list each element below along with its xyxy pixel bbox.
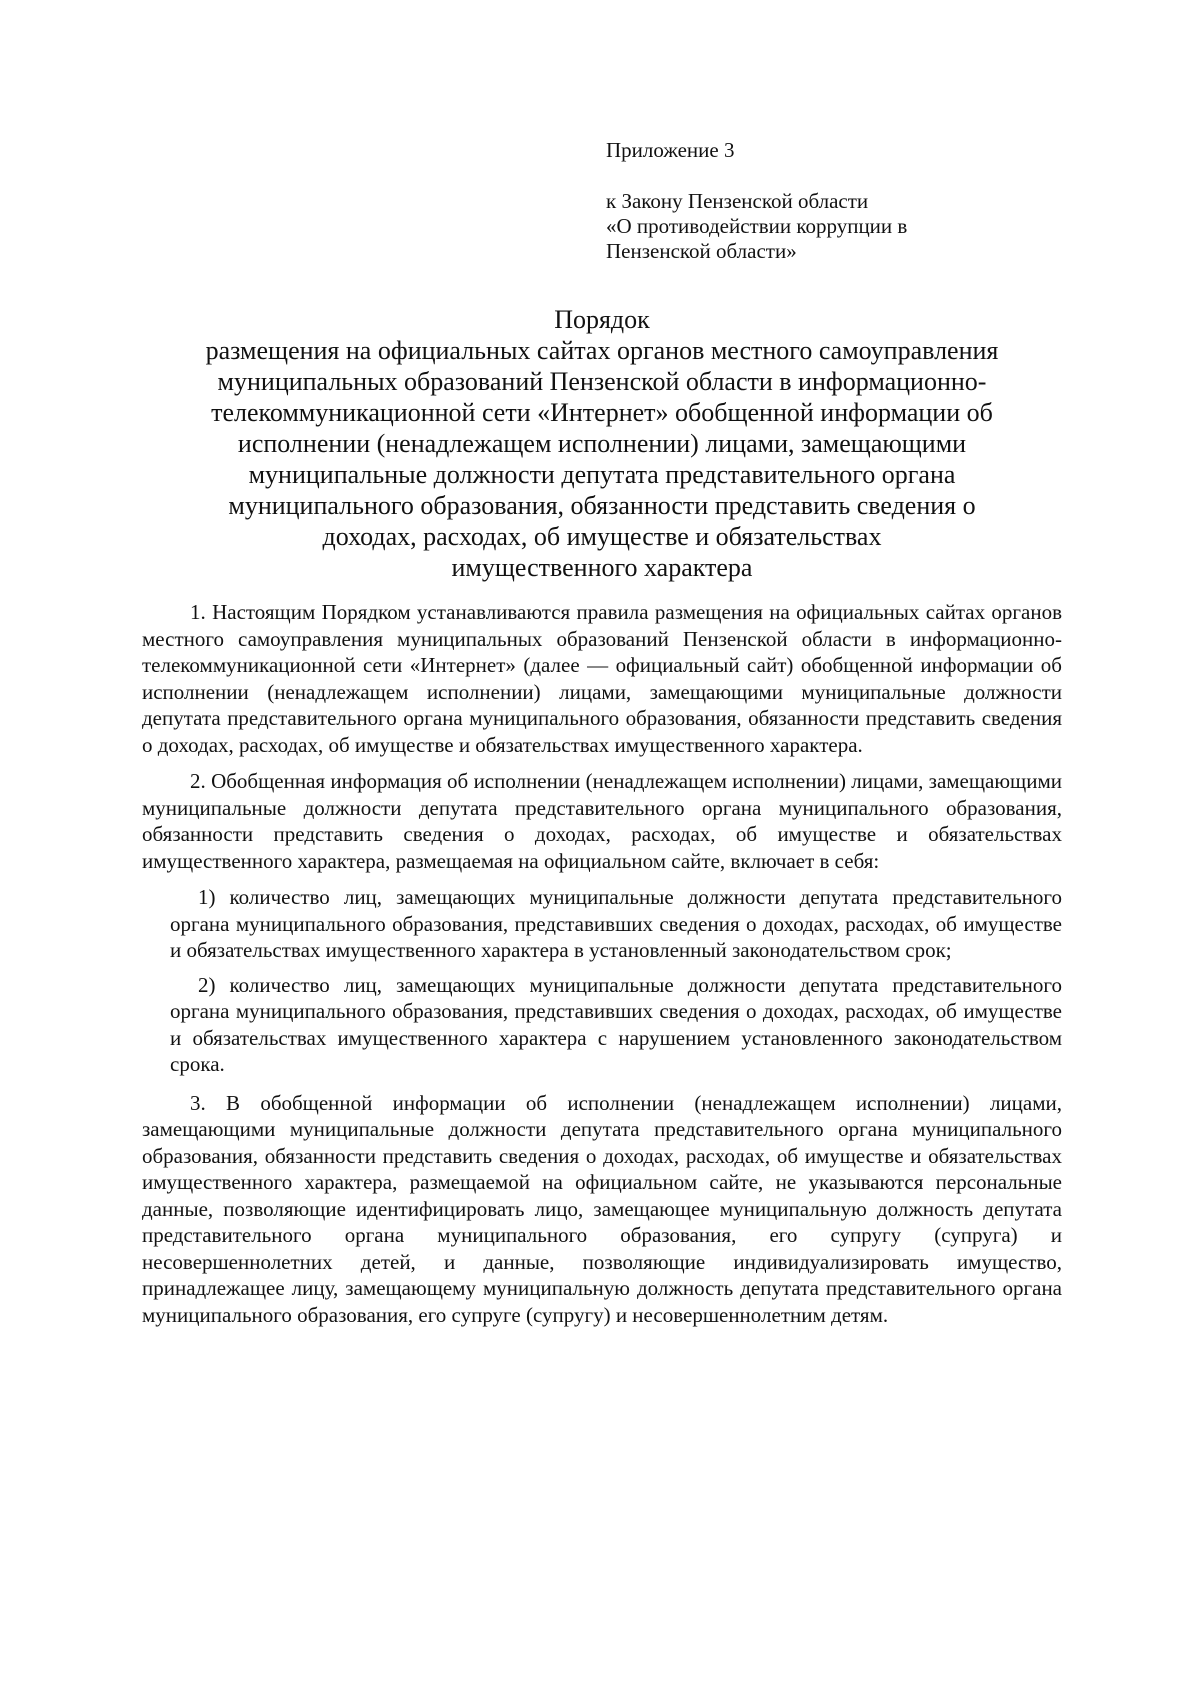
title-line-2: муниципальных образований Пензенской области в информационно- [217,367,987,396]
title-heading: Порядок [554,305,650,334]
paragraph-2-item-2: 2) количество лиц, замещающих муниципальные должности депутата представительного органа муниципального образования, представивших сведения о доходах, расходах, об имуществе и обязательствах имущественного характера с нарушением установленного законодательством срока. [170,972,1062,1076]
document-body [142,599,1062,1328]
document-title [142,304,1062,583]
document-page [142,138,1062,1338]
paragraph-1: 1. Настоящим Порядком устанавливаются правила размещения на официальных сайтах органов местного самоуправления муниципальных образований Пензенской области в информационно-телекоммуникационной сети «Интернет» (далее — официальный сайт) обобщенной информации об исполнении (ненадлежащем исполнении) лицами, замещающими муниципальные должности депутата представительного органа муниципального образования, обязанности представить сведения о доходах, расходах, об имуществе и обязательствах имущественного характера. [142,600,1062,757]
appendix-line-2: «О противодействии коррупции в [606,214,908,238]
paragraph-2: 2. Обобщенная информация об исполнении (ненадлежащем исполнении) лицами, замещающими муниципальные должности депутата представительного органа муниципального образования, обязанности представить сведения о доходах, расходах, об имуществе и обязательствах имущественного характера, размещаемая на официальном сайте, включает в себя: [142,769,1062,873]
title-line-8: имущественного характера [451,553,753,582]
title-line-7: доходах, расходах, об имуществе и обязательствах [322,522,882,551]
title-line-6: муниципального образования, обязанности представить сведения о [228,491,976,520]
title-line-5: муниципальные должности депутата представительного органа [248,460,956,489]
title-line-3: телекоммуникационной сети «Интернет» обобщенной информации об [211,398,993,427]
paragraph-3: 3. В обобщенной информации об исполнении (ненадлежащем исполнении) лицами, замещающими муниципальные должности депутата представительного органа муниципального образования, обязанности представить сведения о доходах, расходах, об имуществе и обязательствах имущественного характера, размещаемой на официальном сайте, не указываются персональные данные, позволяющие идентифицировать лицо, замещающее муниципальную должность депутата представительного органа муниципального образования, его супругу (супруга) и несовершеннолетних детей, и данные, позволяющие индивидуализировать имущество, принадлежащее лицу, замещающему муниципальную должность депутата представительного органа муниципального образования, его супруге (супругу) и несовершеннолетним детям. [142,1090,1062,1327]
appendix-number: Приложение 3 [606,138,735,162]
title-line-1: размещения на официальных сайтах органов местного самоуправления [205,336,999,365]
appendix-line-1: к Закону Пензенской области [606,189,869,213]
appendix-block [606,138,1062,264]
title-line-4: исполнении (ненадлежащем исполнении) лицами, замещающими [237,429,967,458]
paragraph-2-item-1: 1) количество лиц, замещающих муниципальные должности депутата представительного органа муниципального образования, представивших сведения о доходах, расходах, об имуществе и обязательствах имущественного характера в установленный законодательством срок; [170,885,1062,962]
appendix-line-3: Пензенской области» [606,239,797,263]
